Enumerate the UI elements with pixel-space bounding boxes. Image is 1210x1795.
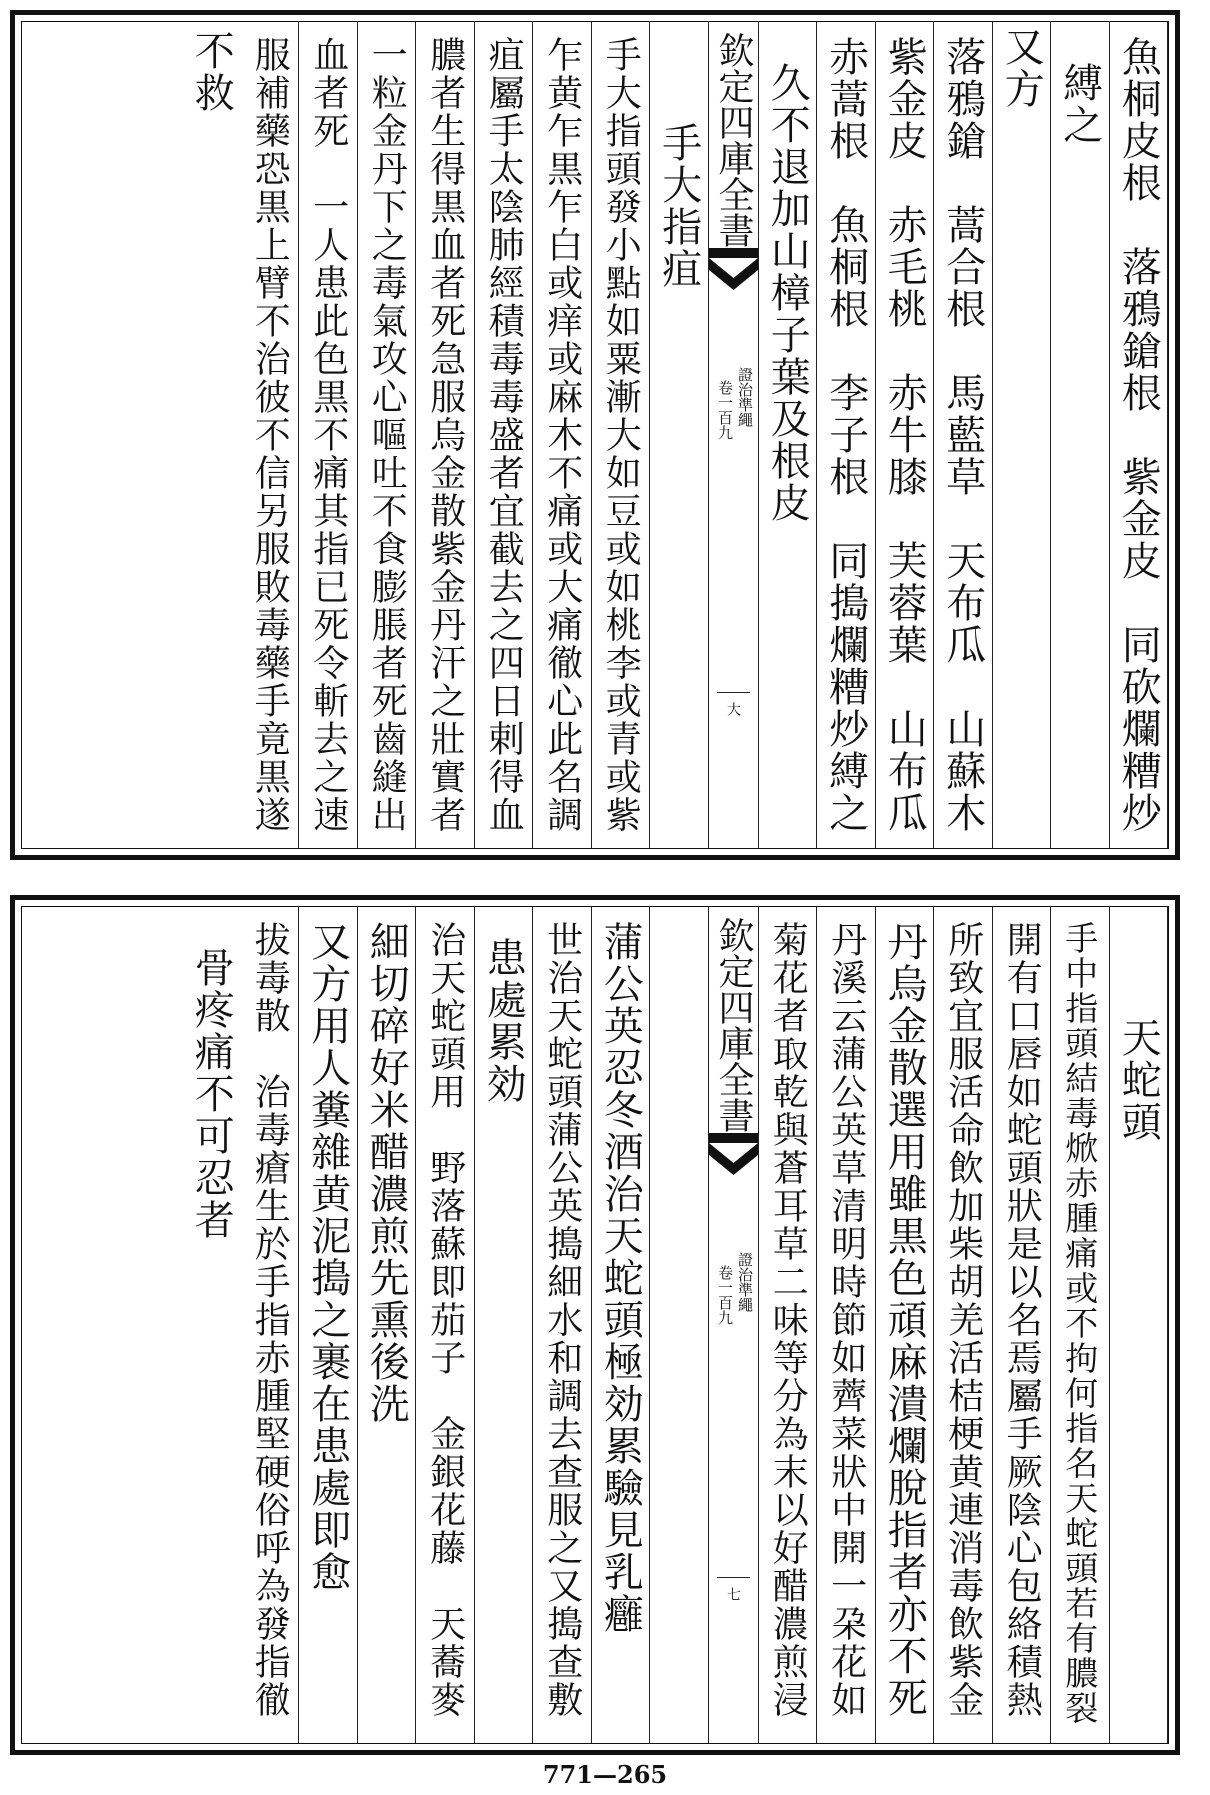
column-text: 丹溪云蒲公英草清明時節如薺菜狀中開一朶花如: [825, 921, 867, 1719]
text-column: [416, 907, 475, 1743]
text-column: [241, 907, 300, 1743]
top-text-columns: [22, 22, 1168, 848]
column-text: 服補藥恐黒上臂不治彼不信另服敗毒藥手竟黒遂: [249, 36, 291, 834]
column-text: 天蛇頭: [1115, 1017, 1162, 1143]
book-series-title: 欽定四庫全書: [713, 917, 754, 1133]
text-column: [592, 22, 651, 848]
fishtail-mark-icon: [709, 248, 758, 292]
text-column: [817, 22, 876, 848]
column-text: 開有口唇如蛇頭狀是以名焉屬手厥陰心包絡積熱: [1001, 921, 1043, 1719]
column-text: 骨疼痛不可忍者: [188, 947, 235, 1241]
text-column: [1051, 907, 1110, 1743]
text-column: [759, 907, 818, 1743]
text-column: [817, 907, 876, 1743]
column-text: 蒲公英忍冬酒治天蛇頭極効累驗見乳癰: [597, 921, 644, 1635]
text-column: [358, 907, 417, 1743]
top-page-inner-border: [21, 21, 1169, 849]
bottom-page-inner-border: [21, 906, 1169, 1744]
book-title: 證治準繩: [736, 367, 754, 427]
text-column: [416, 22, 475, 848]
column-text: 所致宜服活命飲加柴胡羌活桔梗黄連消毒飲紫金: [942, 921, 984, 1719]
folio-number: 七: [725, 1587, 741, 1601]
column-text: 手中指頭結毒焮赤腫痛或不拘何指名天蛇頭若有膿裂: [1060, 921, 1100, 1726]
text-column: [358, 22, 417, 848]
center-fold-margin: [709, 22, 759, 848]
column-text: 一粒金丹下之毒氣攻心嘔吐不食膨脹者死齒縫出: [366, 36, 408, 834]
text-column: [876, 22, 935, 848]
column-text: 紫金皮 赤毛桃 赤牛膝 芙蓉葉 山布瓜: [881, 36, 928, 834]
fishtail-mark-icon: [709, 1133, 758, 1177]
page-number: 771—265: [542, 1760, 668, 1789]
bottom-page-frame: [10, 895, 1180, 1755]
text-column: [475, 22, 534, 848]
book-title: 證治準繩: [736, 1252, 754, 1312]
text-column: [533, 22, 592, 848]
column-text: 丹烏金散選用雖黒色頑麻潰爛脫指者亦不死: [881, 921, 928, 1719]
column-text: 魚桐皮根 落鴉鎗根 紫金皮 同砍爛糟炒: [1115, 36, 1162, 834]
column-text: 菊花者取乾與蒼耳草二味等分為末以好醋濃煎浸: [767, 921, 809, 1719]
text-column: [475, 907, 534, 1743]
column-text: 膿者生得黒血者死急服烏金散紫金丹汗之壯實者: [424, 36, 466, 834]
column-text: 治天蛇頭用 野落蘇即茄子 金銀花藤 天蕎麥: [424, 921, 466, 1719]
volume-number: 卷一百九: [716, 380, 734, 440]
top-page-frame: [10, 10, 1180, 860]
book-series-title: 欽定四庫全書: [713, 32, 754, 248]
column-text: 手大指疽: [655, 122, 702, 290]
text-column: [876, 907, 935, 1743]
column-text: 手大指頭發小點如粟漸大如豆或如桃李或青或紫: [600, 36, 642, 834]
text-column: [1051, 22, 1110, 848]
column-text: 赤蒿根 魚桐根 李子根 同搗爛糟炒縛之: [822, 36, 869, 834]
text-column: [299, 22, 358, 848]
column-text: 乍黄乍黒乍白或痒或麻木不痛或大痛徹心此名調: [541, 36, 583, 834]
column-text: 又方用人糞雜黄泥搗之裹在患處即愈: [304, 921, 351, 1593]
column-text: 血者死 一人患此色黒不痛其指已死令斬去之速: [307, 36, 349, 834]
column-text: 縛之: [1056, 62, 1103, 146]
column-text: 拔毒散 治毒瘡生於手指赤腫堅硬俗呼為發指徹: [249, 921, 291, 1719]
text-column: [993, 22, 1052, 848]
column-text: 又方: [998, 26, 1045, 110]
text-column: [182, 22, 241, 848]
text-column: [299, 907, 358, 1743]
text-column: [650, 907, 709, 1743]
volume-number: 卷一百九: [716, 1265, 734, 1325]
text-column: [1110, 22, 1169, 848]
folio-number: 大: [725, 702, 741, 716]
column-text: 不救: [188, 30, 235, 114]
text-column: [934, 907, 993, 1743]
column-text: 落鴉鎗 蒿合根 馬藍草 天布瓜 山蘇木: [939, 36, 986, 834]
text-column: [241, 22, 300, 848]
text-column: [182, 907, 241, 1743]
text-column: [934, 22, 993, 848]
text-column: [592, 907, 651, 1743]
margin-rule: [717, 1577, 750, 1578]
text-column: [993, 907, 1052, 1743]
column-text: 疽屬手太陰肺經積毒毒盛者宜截去之四日剌得血: [483, 36, 525, 834]
text-column: [650, 22, 709, 848]
text-column: [533, 907, 592, 1743]
margin-rule: [717, 692, 750, 693]
column-text: 細切碎好米醋濃煎先熏後洗: [363, 921, 410, 1425]
bottom-text-columns: [22, 907, 1168, 1743]
text-column: [1110, 907, 1169, 1743]
center-fold-margin: [709, 907, 759, 1743]
column-text: 世治天蛇頭蒲公英搗細水和調去查服之又搗查敷: [541, 921, 583, 1719]
column-text: 久不退加山樟子葉及根皮: [764, 62, 811, 524]
text-column: [759, 22, 818, 848]
column-text: 患處累効: [480, 937, 527, 1105]
